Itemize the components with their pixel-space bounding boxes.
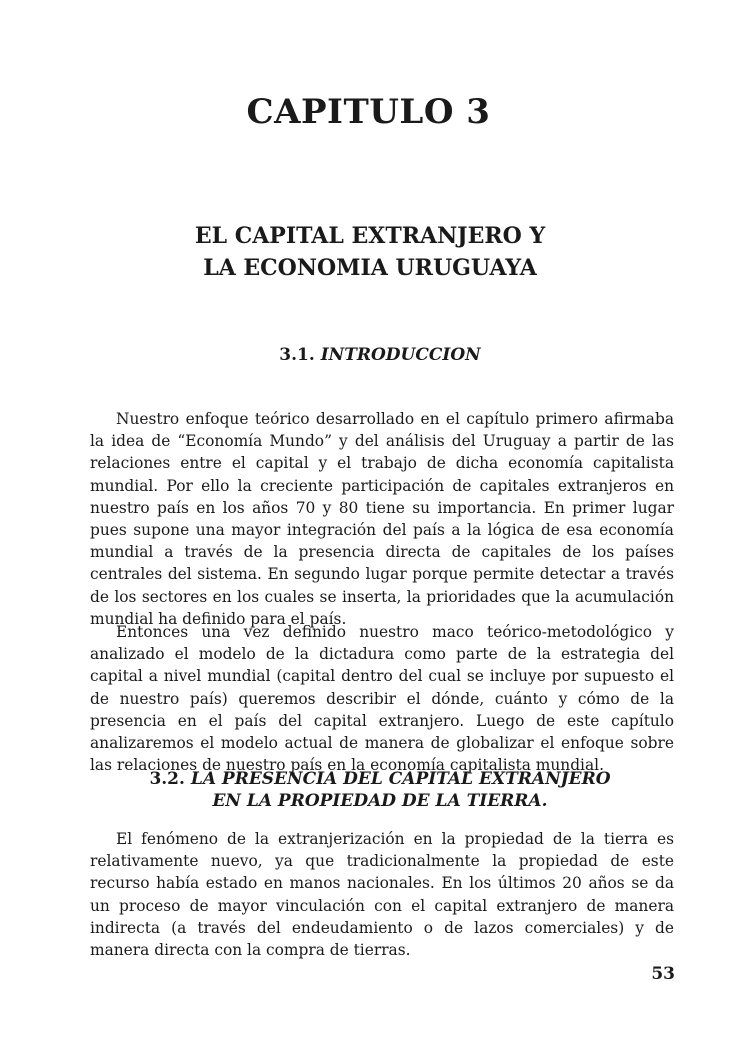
section-heading-3-2 <box>130 768 630 812</box>
paragraph-1: Nuestro enfoque teórico desarrollado en el capítulo primero afirmaba la idea de “Economía Mundo” y del análisis del Uruguay a partir de las relaciones entre el capital y el trabajo de dicha economía capitalista mundial. Por ello la creciente participación de capitales extranjeros en nuestro país en los años 70 y 80 tiene su importancia. En primer lugar pues supone una mayor integración del país a la lógica de esa economía mundial a través de la presencia directa de capitales de los países centrales del sistema. En segundo lugar porque permite detectar a través de los sectores en los cuales se inserta, la prioridades que la acumulación mundial ha definido para el país. <box>90 410 674 628</box>
page-number: 53 <box>651 964 675 984</box>
chapter-subtitle-line-1: EL CAPITAL EXTRANJERO Y <box>194 223 546 249</box>
chapter-subtitle <box>150 220 590 284</box>
section-heading-3-1 <box>0 344 737 366</box>
section-number: 3.2. <box>149 769 185 789</box>
paragraph-3: El fenómeno de la extranjerización en la propiedad de la tierra es relativamente nuevo, ya que tradicionalmente la propiedad de este recurso había estado en manos nacionales. En los últimos 20 años se da un proceso de mayor vinculación con el capital extranjero de manera indirecta (a través del endeudamiento o de lazos comerciales) y de manera directa con la compra de tierras. <box>90 830 674 960</box>
section-title-line-2: EN LA PROPIEDAD DE LA TIERRA. <box>212 791 548 811</box>
chapter-title: CAPITULO 3 <box>246 92 491 132</box>
section-title-line-1: LA PRESENCIA DEL CAPITAL EXTRANJERO <box>190 769 611 789</box>
paragraph-2: Entonces una vez definido nuestro maco teórico-metodológico y analizado el modelo de la dictadura como parte de la estrategia del capital a nivel mundial (capital dentro del cual se incluye por supuesto el de nuestro país) queremos describir el dónde, cuánto y cómo de la presencia en el país del capital extranjero. Luego de este capítulo analizaremos el modelo actual de manera de globalizar el enfoque sobre las relaciones de nuestro país en la economía capitalista mundial. <box>90 623 674 775</box>
chapter-subtitle-line-2: LA ECONOMIA URUGUAYA <box>203 255 537 281</box>
section-number: 3.1. <box>279 345 315 365</box>
section-title: INTRODUCCION <box>320 345 481 365</box>
